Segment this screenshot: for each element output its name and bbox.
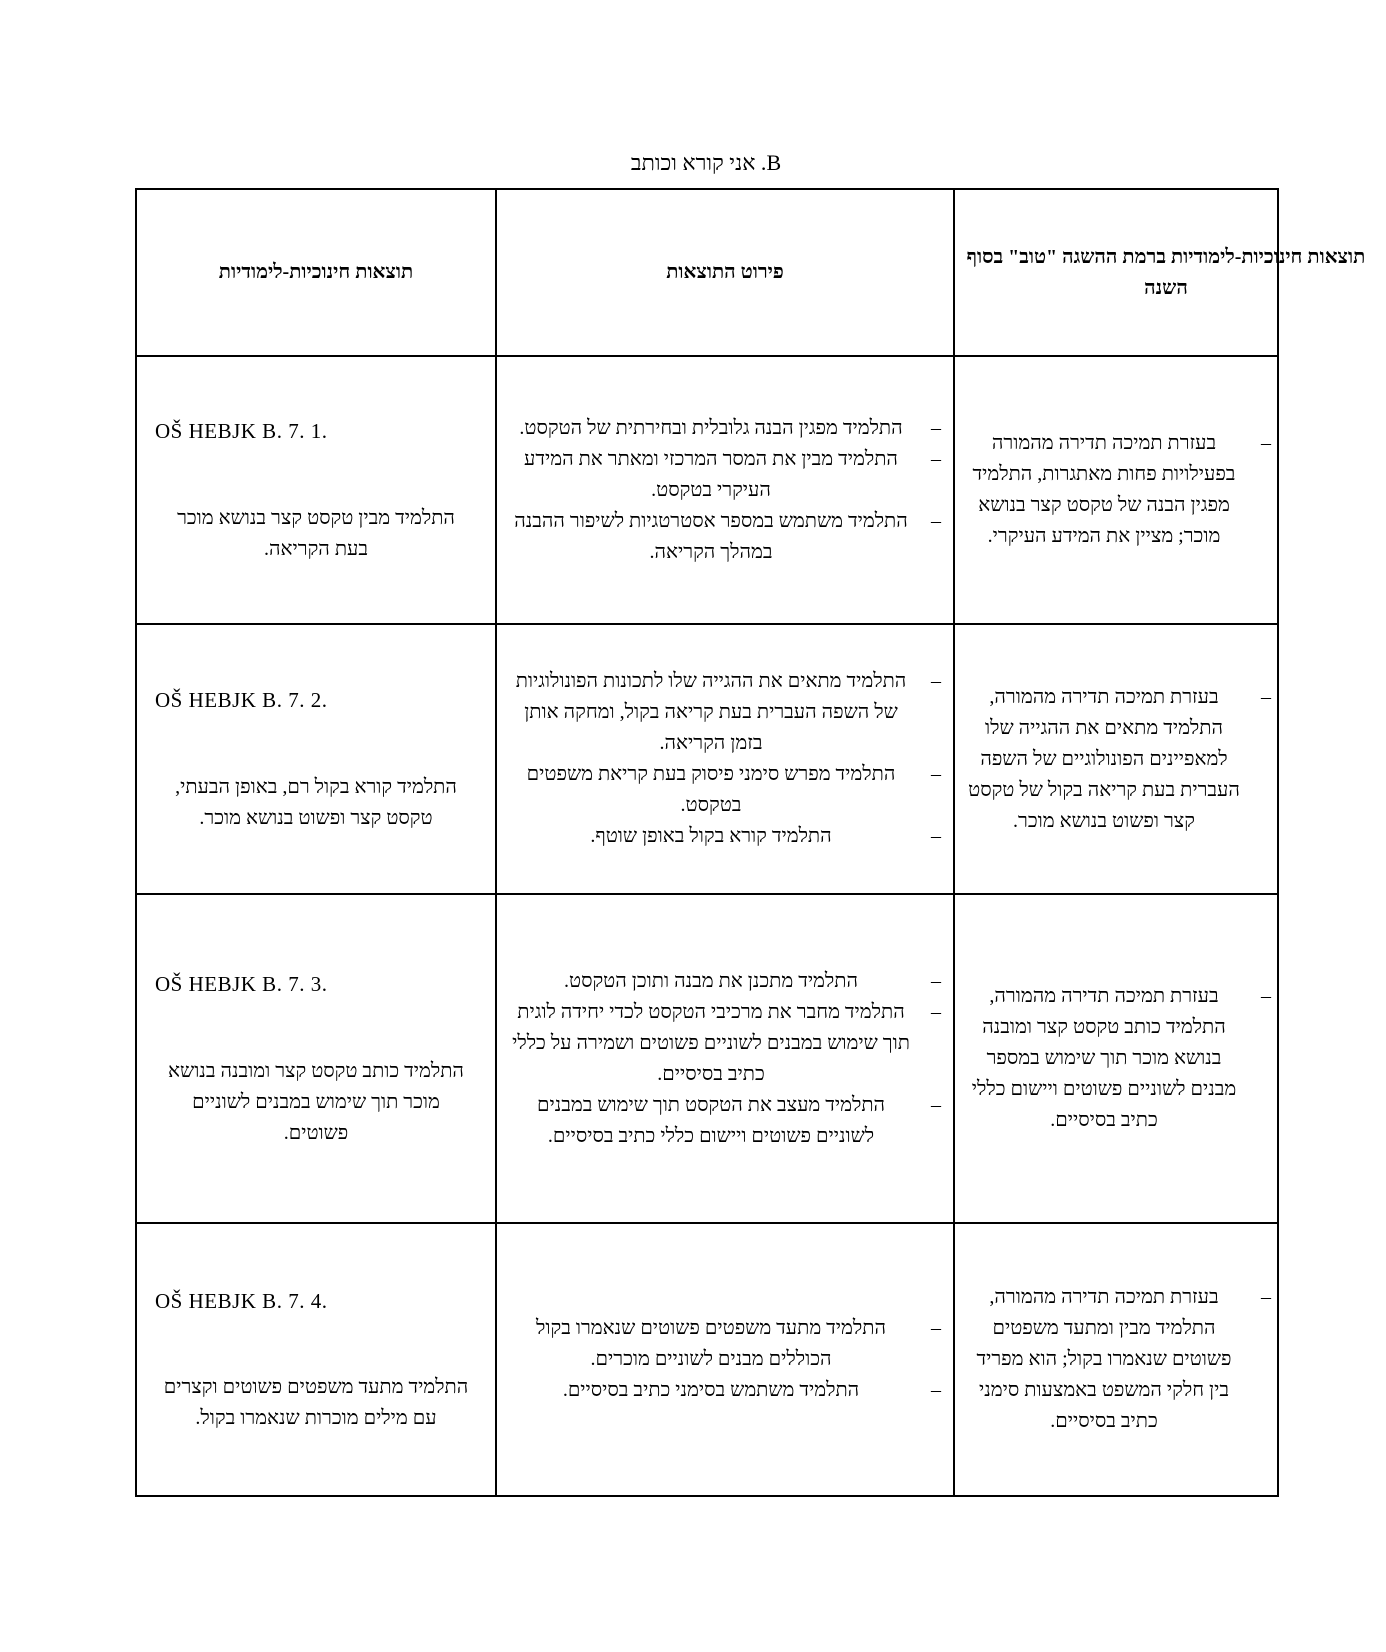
good-level-item — [965, 682, 1271, 837]
table-header-row — [136, 189, 1278, 356]
details-cell — [496, 1223, 954, 1496]
table-row — [136, 624, 1278, 894]
good-level-text: בעזרת תמיכה תדירה מהמורה, התלמיד מתאים את ההגייה שלו למאפיינים הפונולוגיים של השפה העברית בעת קריאה בקול של טקסט קצר ופשוט בנושא מוכר. — [968, 685, 1240, 832]
outcome-text: התלמיד קורא בקול רם, באופן הבעתי, טקסט קצר ופשוט בנושא מוכר. — [175, 775, 457, 829]
detail-item — [509, 821, 941, 852]
detail-item — [509, 1090, 941, 1152]
detail-text: התלמיד מתאים את ההגייה שלו לתכונות הפונולוגיות של השפה העברית בעת קריאה בקול, ומחקה אותן בזמן הקריאה. — [515, 670, 907, 754]
details-cell — [496, 356, 954, 624]
detail-text: התלמיד מפגין הבנה גלובלית ובחירתית של הטקסט. — [519, 416, 903, 439]
good-level-item — [965, 1282, 1271, 1437]
dash-bullet-icon: – — [931, 1379, 941, 1401]
detail-text: התלמיד משתמש בסימני כתיב בסיסיים. — [562, 1379, 860, 1401]
table-row — [136, 356, 1278, 624]
detail-text: התלמיד מעצב את הטקסט תוך שימוש במבנים לשוניים פשוטים ויישום כללי כתיב בסיסיים. — [536, 1093, 886, 1147]
dash-bullet-icon: – — [931, 416, 941, 439]
good-level-item — [965, 981, 1271, 1136]
good-level-cell — [954, 894, 1278, 1223]
detail-text: התלמיד מחבר את מרכיבי הטקסט לכדי יחידה לוגית תוך שימוש במבנים לשוניים פשוטים ושמירה על כללי כתיב בסיסיים. — [512, 1000, 910, 1085]
good-level-cell — [954, 1223, 1278, 1496]
outcome-cell — [136, 894, 496, 1223]
details-cell — [496, 624, 954, 894]
dash-bullet-icon: – — [1261, 1286, 1271, 1308]
header-cell-good-level — [954, 189, 1366, 356]
good-level-cell — [954, 356, 1278, 624]
detail-item — [509, 1313, 941, 1375]
dash-bullet-icon: – — [1261, 985, 1271, 1007]
dash-bullet-icon: – — [931, 509, 941, 532]
dash-bullet-icon: – — [931, 825, 941, 847]
details-list — [509, 666, 941, 852]
dash-bullet-icon: – — [931, 1000, 941, 1023]
dash-bullet-icon: – — [931, 1093, 941, 1116]
details-list — [509, 1313, 941, 1406]
detail-item — [509, 759, 941, 821]
header-cell-details: פירוט התוצאות — [496, 189, 954, 356]
good-level-item — [965, 428, 1271, 552]
detail-item — [509, 1375, 941, 1406]
detail-text: התלמיד מפרש סימני פיסוק בעת קריאת משפטים בטקסט. — [526, 763, 896, 816]
good-level-text: בעזרת תמיכה תדירה מהמורה, התלמיד מבין ומתעד משפטים פשוטים שנאמרו בקול; הוא מפריד בין חלקי המשפט באמצעות סימני כתיב בסיסיים. — [976, 1286, 1232, 1432]
dash-bullet-icon: – — [931, 763, 941, 785]
detail-item — [509, 444, 941, 506]
outcome-text: התלמיד מתעד משפטים פשוטים וקצרים עם מילים מוכרות שנאמרו בקול. — [163, 1376, 469, 1430]
outcome-cell — [136, 1223, 496, 1496]
dash-bullet-icon: – — [1261, 685, 1271, 708]
outcome-text: התלמיד כותב טקסט קצר ומובנה בנושא מוכר תוך שימוש במבנים לשוניים פשוטים. — [168, 1059, 464, 1144]
detail-text: התלמיד מתכנן את מבנה ותוכן הטקסט. — [564, 969, 858, 992]
outcome-cell — [136, 624, 496, 894]
dash-bullet-icon: – — [931, 969, 941, 992]
dash-bullet-icon: – — [931, 1317, 941, 1339]
detail-text: התלמיד משתמש במספר אסטרטגיות לשיפור ההבנה במהלך הקריאה. — [514, 509, 908, 563]
code-label: OŠ HEBJK B. 7. 1. — [155, 419, 328, 444]
good-level-text: בעזרת תמיכה תדירה מהמורה בפעילויות פחות מאתגרות, התלמיד מפגין הבנה של טקסט קצר בנושא מוכר; מציין את המידע העיקרי. — [972, 432, 1236, 547]
code-label: OŠ HEBJK B. 7. 4. — [155, 1288, 328, 1313]
table-row — [136, 894, 1278, 1223]
details-list — [509, 966, 941, 1152]
detail-item — [509, 997, 941, 1090]
header-good-level-text: תוצאות חינוכיות-לימודיות ברמת ההשגה "טוב" בסוף השנה — [966, 245, 1366, 299]
results-table — [135, 188, 1366, 1497]
table-row — [136, 1223, 1278, 1496]
details-cell — [496, 894, 954, 1223]
good-level-text: בעזרת תמיכה תדירה מהמורה, התלמיד כותב טקסט קצר ומובנה בנושא מוכר תוך שימוש במספר מבנים לשוניים פשוטים ויישום כללי כתיב בסיסיים. — [971, 985, 1237, 1131]
header-cell-outcomes: תוצאות חינוכיות-לימודיות — [136, 189, 496, 356]
detail-text: התלמיד מבין את המסר המרכזי ומאתר את המידע העיקרי בטקסט. — [524, 447, 898, 501]
dash-bullet-icon: – — [931, 447, 941, 470]
good-level-cell — [954, 624, 1278, 894]
details-list — [509, 413, 941, 568]
detail-item — [509, 413, 941, 444]
detail-item — [509, 506, 941, 568]
detail-item — [509, 966, 941, 997]
detail-text: התלמיד מתעד משפטים פשוטים שנאמרו בקול הכוללים מבנים לשוניים מוכרים. — [536, 1317, 886, 1370]
outcome-text: התלמיד מבין טקסט קצר בנושא מוכר בעת הקריאה. — [177, 506, 455, 560]
detail-item — [509, 666, 941, 759]
dash-bullet-icon: – — [1261, 432, 1271, 454]
page-title: B. אני קורא וכותב — [630, 150, 782, 175]
outcome-cell — [136, 356, 496, 624]
detail-text: התלמיד קורא בקול באופן שוטף. — [590, 825, 832, 847]
code-label: OŠ HEBJK B. 7. 2. — [155, 688, 328, 713]
dash-bullet-icon: – — [931, 670, 941, 692]
code-label: OŠ HEBJK B. 7. 3. — [155, 972, 328, 997]
